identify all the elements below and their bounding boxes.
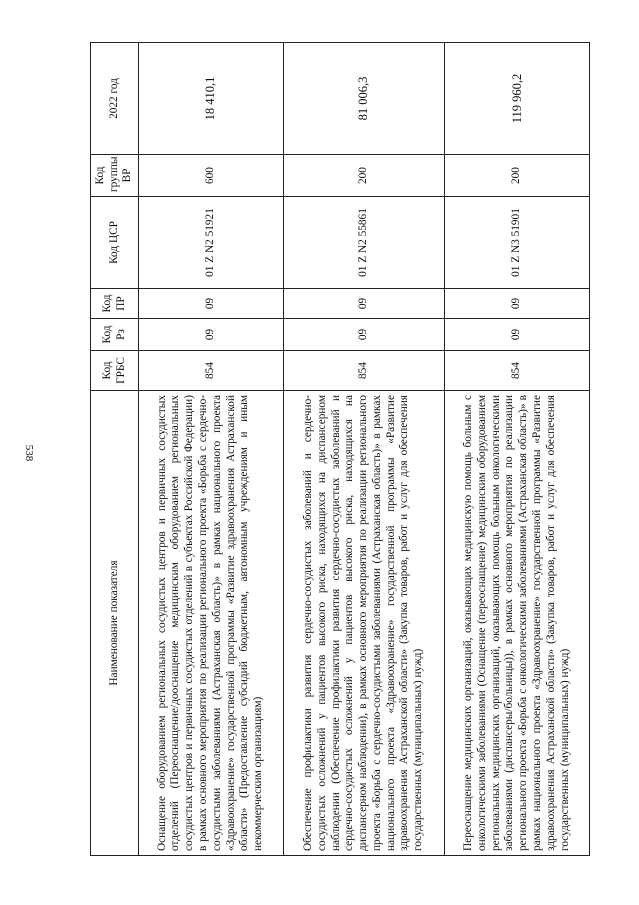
budget-table (90, 42, 590, 856)
row-grbs: 854 (139, 351, 284, 391)
table-row (139, 43, 284, 856)
rotated-sheet (90, 43, 590, 856)
row-vr: 200 (445, 155, 590, 197)
header-rz: Код Рз (91, 319, 139, 351)
header-vr: Код группы ВР (91, 155, 139, 197)
row-amount: 18 410,1 (139, 43, 284, 155)
row-vr: 600 (139, 155, 284, 197)
row-vr: 200 (283, 155, 445, 197)
page-number: 538 (23, 444, 35, 462)
row-name: Переоснащение медицинских организаций, оказывающих медицинскую помощь больным с онкологическими заболеваниями (Оснащение (переоснащение) медицинским оборудованием региональных медицинских организаций, оказывающих помощь больным онкологическими заболеваниями (диспансеры/больницы)), в рамках основного мероприятия по реализации регионального проекта «Борьба с онкологическими заболеваниями (Астраханская область)» в рамках национального проекта «Здравоохранение» государственной программы «Развитие здравоохранения Астраханской области» (Закупка товаров, работ и услуг для обеспечения государственных (муниципальных) нужд) (445, 391, 590, 856)
row-pr: 09 (283, 289, 445, 319)
row-amount: 81 006,3 (283, 43, 445, 155)
table-header-row (91, 43, 139, 856)
table-region (90, 43, 590, 856)
header-name: Наименование показателя (91, 391, 139, 856)
table-row (445, 43, 590, 856)
row-name: Оснащение оборудованием региональных сосудистых центров и первичных сосудистых отделений (Переоснащение/дооснащение медицинским оборудованием региональных сосудистых центров и первичных сосудистых отделений в субъектах Российской Федерации) в рамках основного мероприятия по реализации регионального проекта «Борьба с сердечно-сосудистыми заболеваниями (Астраханская область)» в рамках национального проекта «Здравоохранение» государственной программы «Развитие здравоохранения Астраханской области» (Предоставление субсидий бюджетным, автономным учреждениям и иным некоммерческим организациям) (139, 391, 284, 856)
row-grbs: 854 (445, 351, 590, 391)
row-pr: 09 (445, 289, 590, 319)
header-year: 2022 год (91, 43, 139, 155)
row-grbs: 854 (283, 351, 445, 391)
table-row (283, 43, 445, 856)
header-grbs: Код ГРБС (91, 351, 139, 391)
row-csr: 01 Z N3 51901 (445, 197, 590, 289)
row-name: Обеспечение профилактики развития сердечно-сосудистых заболеваний и сердечно-сосудистых осложнений у пациентов высокого риска, находящихся на диспансерном наблюдении (Обеспечение профилактики развития сердечно-сосудистых заболеваний и сердечно-сосудистых осложнений у пациентов высокого риска, находящихся на диспансерном наблюдении), в рамках основного мероприятия по реализации регионального проекта «Борьба с сердечно-сосудистыми заболеваниями (Астраханская область)» в рамках национального проекта «Здравоохранение» государственной программы «Развитие здравоохранения Астраханской области» (Закупка товаров, работ и услуг для обеспечения государственных (муниципальных) нужд) (283, 391, 445, 856)
row-csr: 01 Z N2 55861 (283, 197, 445, 289)
row-rz: 09 (139, 319, 284, 351)
row-amount: 119 960,2 (445, 43, 590, 155)
row-csr: 01 Z N2 51921 (139, 197, 284, 289)
row-rz: 09 (445, 319, 590, 351)
header-csr: Код ЦСР (91, 197, 139, 289)
row-rz: 09 (283, 319, 445, 351)
header-pr: Код ПР (91, 289, 139, 319)
row-pr: 09 (139, 289, 284, 319)
